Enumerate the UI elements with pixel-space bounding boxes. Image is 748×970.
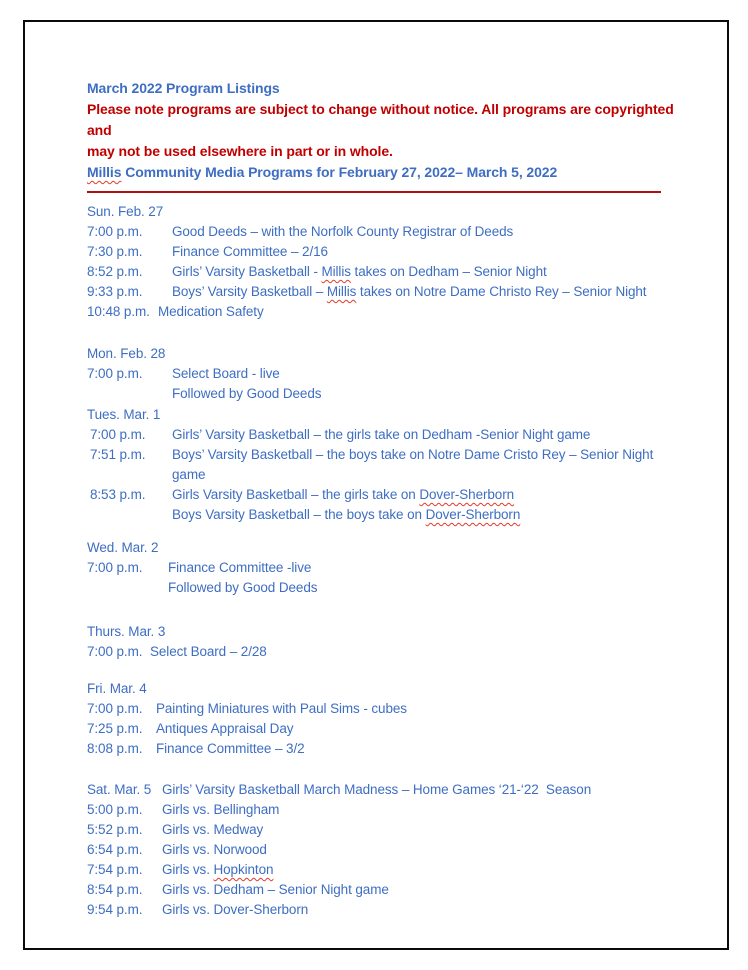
program-time: 8:54 p.m. [87, 882, 143, 897]
schedule-section [87, 538, 687, 598]
program-row [87, 505, 687, 525]
document-title: March 2022 Program Listings [87, 80, 280, 96]
program-row [87, 800, 687, 820]
program-row [87, 820, 687, 840]
program-title [172, 485, 514, 505]
schedule-section [87, 622, 687, 662]
text-segment: Girls vs. Bellingham [162, 802, 280, 817]
text-segment: takes on Notre Dame Christo Rey – Senior Night [356, 284, 647, 299]
program-row [87, 364, 687, 384]
text-segment: Girls vs. Dover-Sherborn [162, 902, 309, 917]
program-title [162, 800, 279, 820]
program-time: 6:54 p.m. [87, 842, 143, 857]
text-segment: Girls vs. [162, 862, 214, 877]
program-row [87, 445, 687, 485]
text-segment: Select Board - live [172, 366, 280, 381]
schedule-section [87, 780, 687, 920]
section-date: Thurs. Mar. 3 [87, 624, 166, 639]
schedule [87, 202, 687, 920]
program-row [87, 739, 687, 759]
section-date-row [87, 538, 687, 558]
section-date: Fri. Mar. 4 [87, 681, 147, 696]
program-row [87, 860, 687, 880]
program-time: 9:54 p.m. [87, 902, 143, 917]
program-row [87, 384, 687, 404]
text-segment: Followed by Good Deeds [168, 580, 318, 595]
program-title [172, 364, 280, 384]
program-title [172, 425, 590, 445]
section-date-row [87, 202, 687, 222]
header-divider-line [87, 191, 661, 193]
section-date: Wed. Mar. 2 [87, 540, 159, 555]
text-segment: Select Board – 2/28 [150, 644, 267, 659]
document-page [23, 20, 729, 950]
program-title [172, 222, 513, 242]
text-segment: Medication Safety [158, 304, 264, 319]
program-row [87, 558, 687, 578]
program-row [87, 840, 687, 860]
program-row [87, 282, 687, 302]
section-date: Sun. Feb. 27 [87, 204, 164, 219]
text-segment: takes on Dedham – Senior Night [350, 264, 547, 279]
schedule-section [87, 679, 687, 759]
text-segment: Boys Varsity Basketball – the boys take on [172, 507, 426, 522]
program-row [87, 302, 687, 322]
section-rows [87, 699, 687, 759]
text-segment: Girls vs. Medway [162, 822, 264, 837]
program-time: 8:53 p.m. [90, 487, 146, 502]
program-title [168, 558, 311, 578]
program-time: 7:30 p.m. [87, 244, 143, 259]
text-segment: Boys’ Varsity Basketball – [172, 284, 327, 299]
program-row [87, 425, 687, 445]
program-title [162, 900, 308, 920]
spellcheck-flagged-word: Millis [87, 164, 122, 180]
section-rows [87, 642, 687, 662]
text-segment: Girls’ Varsity Basketball - [172, 264, 322, 279]
text-segment: Antiques Appraisal Day [156, 721, 294, 736]
program-title [172, 445, 687, 485]
program-row [87, 642, 687, 662]
program-title [168, 578, 317, 598]
schedule-section [87, 344, 687, 404]
program-time: 8:52 p.m. [87, 264, 143, 279]
schedule-section [87, 202, 687, 322]
section-date: Tues. Mar. 1 [87, 407, 161, 422]
text-segment: Finance Committee – 2/16 [172, 244, 328, 259]
program-time: 8:08 p.m. [87, 741, 143, 756]
program-title [158, 302, 264, 322]
section-date-row [87, 679, 687, 699]
text-segment: Girls vs. Norwood [162, 842, 267, 857]
program-row [87, 719, 687, 739]
text-segment: Painting Miniatures with Paul Sims - cubes [156, 701, 407, 716]
section-date: Mon. Feb. 28 [87, 346, 166, 361]
program-row [87, 262, 687, 282]
program-time: 7:25 p.m. [87, 721, 143, 736]
program-time: 7:54 p.m. [87, 862, 143, 877]
program-time: 10:48 p.m. [87, 304, 150, 319]
spellcheck-flagged-word: Hopkinton [213, 862, 274, 877]
copyright-notice-line-1: Please note programs are subject to change without notice. All programs are copyrighted and [87, 101, 674, 138]
section-date-row [87, 780, 687, 800]
program-title [162, 880, 389, 900]
program-title [172, 262, 547, 282]
program-row [87, 699, 687, 719]
section-rows [87, 425, 687, 525]
program-time: 9:33 p.m. [87, 284, 143, 299]
program-row [87, 485, 687, 505]
program-title [156, 719, 293, 739]
text-segment: Community Media Programs for February 27, 2022– March 5, 2022 [121, 164, 558, 180]
program-time: 7:00 p.m. [87, 644, 143, 659]
program-title [162, 820, 263, 840]
program-title [172, 282, 646, 302]
program-time: 5:52 p.m. [87, 822, 143, 837]
program-title [162, 860, 273, 880]
spellcheck-flagged-word: Dover-Sherborn [419, 487, 515, 502]
program-title [162, 840, 267, 860]
spellcheck-flagged-word: Millis [321, 264, 351, 279]
week-range-subtitle [87, 162, 687, 183]
program-row [87, 900, 687, 920]
program-time: 7:00 p.m. [87, 224, 143, 239]
text-segment: Finance Committee – 3/2 [156, 741, 305, 756]
program-row [87, 880, 687, 900]
program-row [87, 222, 687, 242]
program-time: 5:00 p.m. [87, 802, 143, 817]
text-segment: Girls vs. Dedham – Senior Night game [162, 882, 389, 897]
program-title [172, 242, 328, 262]
text-segment: Girls’ Varsity Basketball – the girls take on Dedham -Senior Night game [172, 427, 591, 442]
program-time: 7:51 p.m. [90, 447, 146, 462]
section-date-row [87, 622, 687, 642]
program-time: 7:00 p.m. [87, 701, 143, 716]
copyright-notice [87, 99, 687, 162]
program-time: 7:00 p.m. [87, 366, 143, 381]
text-segment: Boys’ Varsity Basketball – the boys take on Notre Dame Cristo Rey – Senior Night game [172, 447, 657, 482]
section-date-row [87, 344, 687, 364]
section-date: Sat. Mar. 5 [87, 782, 152, 797]
section-rows [87, 364, 687, 404]
document-content [25, 22, 727, 920]
program-title [150, 642, 267, 662]
schedule-section [87, 405, 687, 525]
section-rows [87, 800, 687, 920]
text-segment: Finance Committee -live [168, 560, 312, 575]
spellcheck-flagged-word: Dover-Sherborn [425, 507, 521, 522]
program-row [87, 242, 687, 262]
program-time: 7:00 p.m. [90, 427, 146, 442]
section-header-program [162, 780, 591, 800]
spellcheck-flagged-word: Millis [326, 284, 357, 299]
section-date-row [87, 405, 687, 425]
copyright-notice-line-2: may not be used elsewhere in part or in whole. [87, 143, 393, 159]
program-title [156, 699, 407, 719]
program-row [87, 578, 687, 598]
program-title [156, 739, 305, 759]
program-title [172, 505, 520, 525]
text-segment: Followed by Good Deeds [172, 386, 322, 401]
text-segment: Girls Varsity Basketball – the girls take on [172, 487, 420, 502]
text-segment: Girls’ Varsity Basketball March Madness – Home Games ‘21-‘22 Season [162, 782, 592, 797]
text-segment: Good Deeds – with the Norfolk County Registrar of Deeds [172, 224, 514, 239]
section-rows [87, 558, 687, 598]
program-title [172, 384, 321, 404]
section-rows [87, 222, 687, 322]
program-time: 7:00 p.m. [87, 560, 143, 575]
